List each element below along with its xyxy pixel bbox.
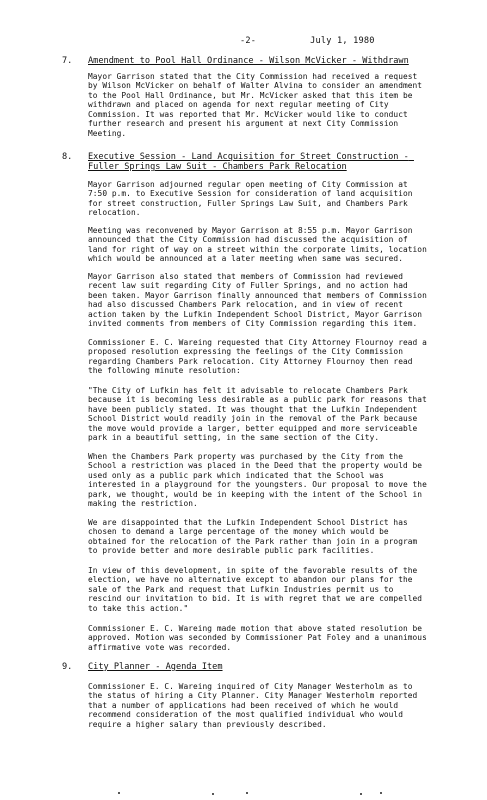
scan-speck: [380, 792, 382, 794]
scan-speck: [360, 793, 362, 795]
section-number: 7.: [62, 56, 73, 66]
paragraph-text: "The City of Lufkin has felt it advisable to relocate Chambers Park because it is becoming less desirable as a public park for reasons that have been publicly stated. It was thought that the Lufkin Independent School District would readily join in the removal of the Park because the move would provide a larger, better equipped and more serviceable park in a beautiful setting, in the same section of the City.: [88, 386, 427, 443]
paragraph-text: Mayor Garrison also stated that members of Commission had reviewed recent law suit regarding City of Fuller Springs, and no action had been taken. Mayor Garrison finally announced that members of Commission had also discussed Chambers Park relocation, and in view of recent action taken by the Lufkin Independent School District, Mayor Garrison invited comments from members of City Commission regarding this item.: [88, 272, 427, 329]
section-paragraph: [88, 180, 428, 218]
scan-artifacts: [0, 791, 487, 799]
scan-speck: [246, 792, 248, 794]
section-paragraph: [88, 226, 428, 264]
section-paragraph: [88, 72, 428, 138]
paragraph-text: Commissioner E. C. Wareing inquired of City Manager Westerholm as to the status of hiring a City Planner. City Manager Westerholm reported that a number of applications had been received of which he would recommend consideration of the most qualified individual who would require a higher salary than previously described.: [88, 682, 418, 729]
paragraph-text: Mayor Garrison stated that the City Commission had received a request by Wilson McVicker on behalf of Walter Alvina to consider an amendment to the Pool Hall Ordinance, but Mr. McVicker asked that this item be withdrawn and placed on agenda for next regular meeting of City Commission. It was reported that Mr. McVicker would like to conduct further research and present his argument at next City Commission Meeting.: [88, 72, 423, 138]
section-paragraph: [88, 566, 428, 613]
section-paragraph: [88, 518, 428, 556]
paragraph-text: In view of this development, in spite of the favorable results of the election, we have no alternative except to abandon our plans for the sale of the Park and request that Lufkin Industries permit us to rescind our invitation to bid. It is with regret that we are compelled to take this action.": [88, 566, 423, 613]
paragraph-text: When the Chambers Park property was purchased by the City from the School a restriction was placed in the Deed that the property would be used only as a public park which indicated that the School was interested in a playground for the youngsters. Our proposal to move the park, we thought, would be in keeping with the intent of the School in making the restriction.: [88, 452, 427, 509]
paragraph-text: Commissioner E. C. Wareing made motion that above stated resolution be approved. Motion was seconded by Commissioner Pat Foley and a unanimous affirmative vote was recorded.: [88, 624, 427, 652]
section-number: 8.: [62, 152, 73, 162]
paragraph-text: Commissioner E. C. Wareing requested that City Attorney Flournoy read a proposed resolution expressing the feelings of the City Commission regarding Chambers Park relocation. City Attorney Flournoy then read the following minute resolution:: [88, 338, 427, 376]
paragraph-text: We are disappointed that the Lufkin Independent School District has chosen to demand a large percentage of the money which would be obtained for the relocation of the Park rather than join in a program to provide better and more desirable public park facilities.: [88, 518, 418, 556]
paragraph-text: Mayor Garrison adjourned regular open meeting of City Commission at 7:50 p.m. to Executive Session for consideration of land acquisition for street construction, Fuller Springs Law Suit, and Chambers Park relocation.: [88, 180, 413, 218]
section-paragraph: [88, 386, 428, 443]
section-paragraph: [88, 272, 428, 329]
section-paragraph: [88, 338, 428, 376]
scan-speck: [212, 793, 214, 795]
section-paragraph: [88, 452, 428, 509]
section-paragraph: [88, 682, 428, 729]
section-paragraph: [88, 624, 428, 652]
paragraph-text: Meeting was reconvened by Mayor Garrison at 8:55 p.m. Mayor Garrison announced that the City Commission had discussed the acquisition of land for right of way on a street within the corporate limits, location which would be announced at a later meeting when same was secured.: [88, 226, 427, 264]
section-title: Amendment to Pool Hall Ordinance - Wilson McVicker - Withdrawn: [88, 56, 409, 66]
scan-speck: [118, 792, 120, 794]
section-title: Executive Session - Land Acquisition for Street Construction - Fuller Springs Law Suit - Chambers Park Relocation: [88, 152, 414, 172]
page-number: -2-: [240, 36, 257, 46]
section-number: 9.: [62, 662, 73, 672]
header-date: July 1, 1980: [310, 36, 375, 46]
section-title: City Planner - Agenda Item: [88, 662, 223, 672]
page-header: [240, 36, 375, 46]
